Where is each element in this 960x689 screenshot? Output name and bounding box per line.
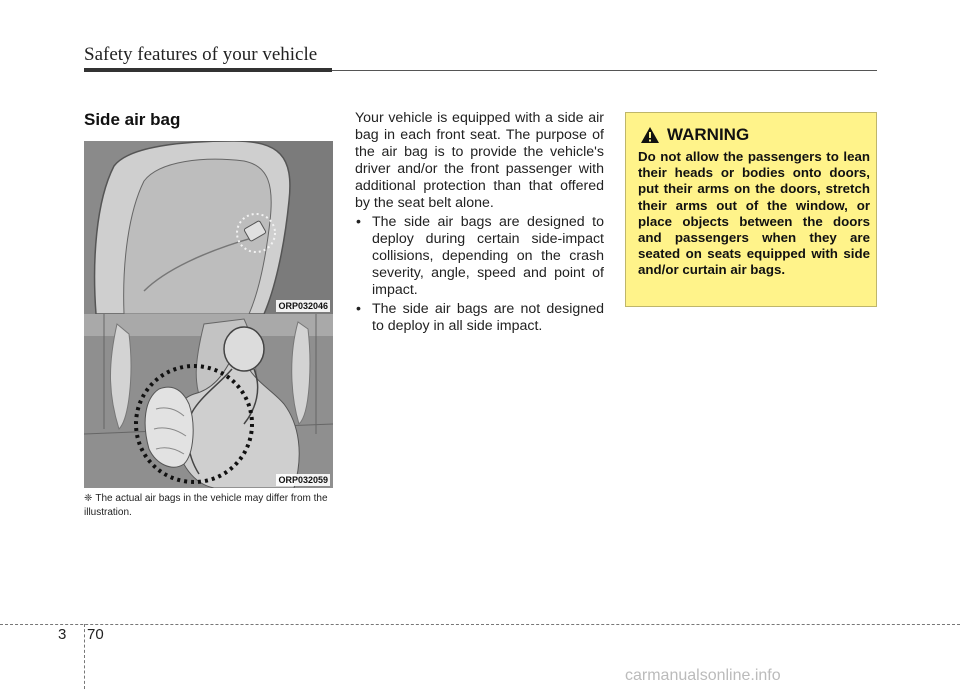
- warning-text: Do not allow the passengers to lean their heads or bodies onto doors, put their arms on the doors, stretch their arms out of the window, or place objects between the doors and passengers when they are seated on seats equipped with side and/or curtain air bags.: [638, 149, 870, 278]
- warning-triangle-icon: [640, 126, 660, 144]
- header-rule-thin: [332, 70, 877, 71]
- section-heading: Side air bag: [84, 110, 181, 129]
- body-text: [355, 110, 604, 337]
- chapter-number: 3: [58, 626, 67, 643]
- bullet-text: The side air bags are not designed to deploy in all side impact.: [372, 301, 604, 334]
- footnote-text: The actual air bags in the vehicle may differ from the illustration.: [84, 493, 328, 518]
- warning-header: [640, 125, 749, 145]
- bullet-icon: •: [356, 214, 361, 230]
- warning-box: [625, 112, 877, 307]
- seat-illustration: [84, 141, 333, 314]
- airbag-deployment-illustration: [84, 314, 333, 488]
- figure-label: ORP032046: [278, 301, 328, 311]
- bullet-icon: •: [356, 301, 361, 317]
- bullet-text: The side air bags are designed to deploy during certain side-impact collisions, depending on the crash severity, angle, speed and point of impact.: [372, 214, 604, 298]
- header-rule: [84, 68, 332, 72]
- footnote-symbol: ❈: [84, 493, 93, 504]
- figure-label: ORP032059: [278, 475, 328, 485]
- intro-paragraph: Your vehicle is equipped with a side air bag in each front seat. The purpose of the air bag is to provide the vehicle's driver and/or the front passenger with additional protection than that offered by the seat belt alone.: [355, 110, 604, 211]
- airbag-deployment-figure: [84, 314, 333, 488]
- list-item: [355, 214, 604, 299]
- page-number: 70: [87, 626, 104, 643]
- bullet-list: [355, 214, 604, 335]
- figure-footnote: [84, 492, 336, 520]
- warning-title: WARNING: [667, 125, 750, 144]
- footer-divider: [84, 624, 85, 689]
- watermark: carmanualsonline.info: [625, 667, 781, 684]
- seat-figure: [84, 141, 333, 314]
- page-header-title: Safety features of your vehicle: [84, 44, 318, 65]
- footer-rule: [0, 624, 960, 625]
- list-item: [355, 301, 604, 335]
